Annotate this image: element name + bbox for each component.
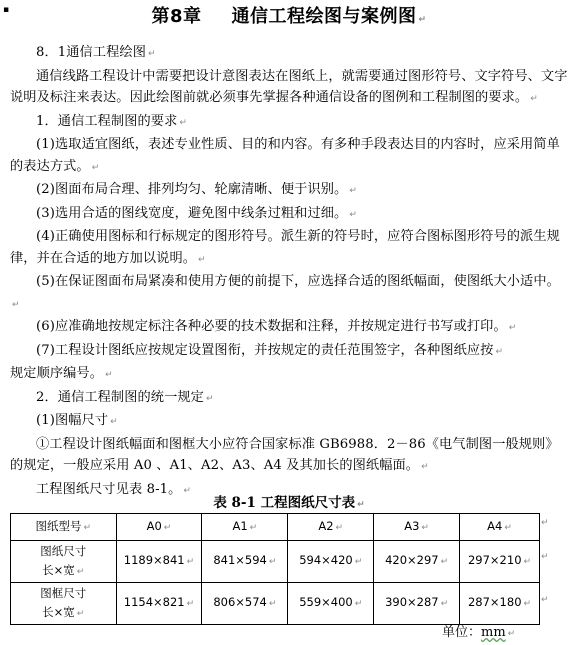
table-row-label: 图框尺寸 长×宽 ↵ (11, 583, 117, 625)
list-item: (4)正确使用图标和行标规定的图形符号。派生新的符号时，应符合图标图形符号的派生规律，并在合适的地方加以说明。 ↵ (10, 229, 560, 266)
document-body (10, 42, 568, 502)
chapter-name: 通信工程绘图与案例图 (231, 6, 417, 27)
table-header-cell: A2 ↵ (288, 514, 374, 541)
table-cell: 559×400 ↵ (288, 583, 374, 625)
table-cell: 420×297 ↵ (374, 541, 460, 583)
subsection-heading: 2．通信工程制图的统一规定 ↵ (36, 389, 214, 405)
unit-note: 单位：mm ↵ (442, 625, 516, 640)
table-cell: 297×210 ↵ (460, 541, 540, 583)
list-bullet: ▪ (3, 5, 10, 15)
row-end-mark: ↵ (541, 518, 549, 528)
list-item: (1)图幅尺寸 ↵ (36, 413, 118, 428)
table-cell: 806×574 ↵ (202, 583, 288, 625)
list-item: (3)选用合适的图线宽度，避免图中线条过粗和过细。 ↵ (36, 205, 357, 221)
list-item: (1)选取适宜图纸，表述专业性质、目的和内容。有多种手段表达目的内容时，应采用简单的表达方式。 ↵ (10, 137, 560, 174)
table-row-label: 图纸尺寸 长×宽 ↵ (11, 541, 117, 583)
list-item: (5)在保证图面布局紧凑和使用方便的前提下，应选择合适的图纸幅面，使图纸大小适中。↵ (12, 274, 560, 310)
table-cell: 841×594 ↵ (202, 541, 288, 583)
subsection-heading: 1．通信工程制图的要求 ↵ (36, 113, 188, 129)
table-cell: 1154×821 ↵ (116, 583, 202, 625)
row-end-mark: ↵ (541, 595, 549, 605)
section-heading: 8．1通信工程绘图 ↵ (36, 45, 156, 60)
table-header-cell: A0 ↵ (116, 514, 202, 541)
table-caption: 表 8-1 工程图纸尺寸表 ↵ (213, 495, 365, 511)
table-cell: 594×420 ↵ (288, 541, 374, 583)
chapter-number: 第8章 (151, 6, 202, 27)
table-row (11, 583, 540, 625)
table-row (11, 541, 540, 583)
paragraph: 通信线路工程设计中需要把设计意图表达在图纸上，就需要通过图形符号、文字符号、文字说明及标注来表达。因此绘图前就必须事先掌握各种通信设备的图例和工程制图的要求。 ↵ (10, 68, 568, 105)
table-header-row (11, 514, 540, 541)
list-item: (2)图面布局合理、排列均匀、轮廓清晰、便于识别。 ↵ (36, 182, 357, 197)
list-item-continuation: 规定顺序编号。 ↵ (10, 366, 113, 381)
table-header-cell: 图纸型号 ↵ (11, 514, 117, 541)
table-cell: 1189×841 ↵ (116, 541, 202, 583)
row-end-mark: ↵ (541, 552, 549, 562)
table-header-cell: A1 ↵ (202, 514, 288, 541)
list-item: (7)工程设计图纸应按规定设置图衔，并按规定的责任范围签字，各种图纸应按 ↵ (36, 342, 504, 358)
list-item: (6)应准确地按规定标注各种必要的技术数据和注释，并按规定进行书写或打印。 ↵ (36, 319, 517, 334)
paragraph: ①工程设计图纸幅面和图框大小应符合国家标准 GB6988．2－86《电气制图一般规则》的规定，一般应采用 A0 、A1、A2、A3、A4 及其加长的图纸幅面。 ↵ (10, 436, 559, 473)
table-header-cell: A3 ↵ (374, 514, 460, 541)
paragraph-mark: ↵ (418, 15, 427, 25)
paragraph: 工程图纸尺寸见表 8-1。 ↵ (36, 481, 192, 497)
table-cell: 390×287 ↵ (374, 583, 460, 625)
chapter-title (0, 4, 578, 33)
paper-size-table (10, 513, 540, 625)
table-cell: 287×180 ↵ (460, 583, 540, 625)
table-header-cell: A4 ↵ (460, 514, 540, 541)
